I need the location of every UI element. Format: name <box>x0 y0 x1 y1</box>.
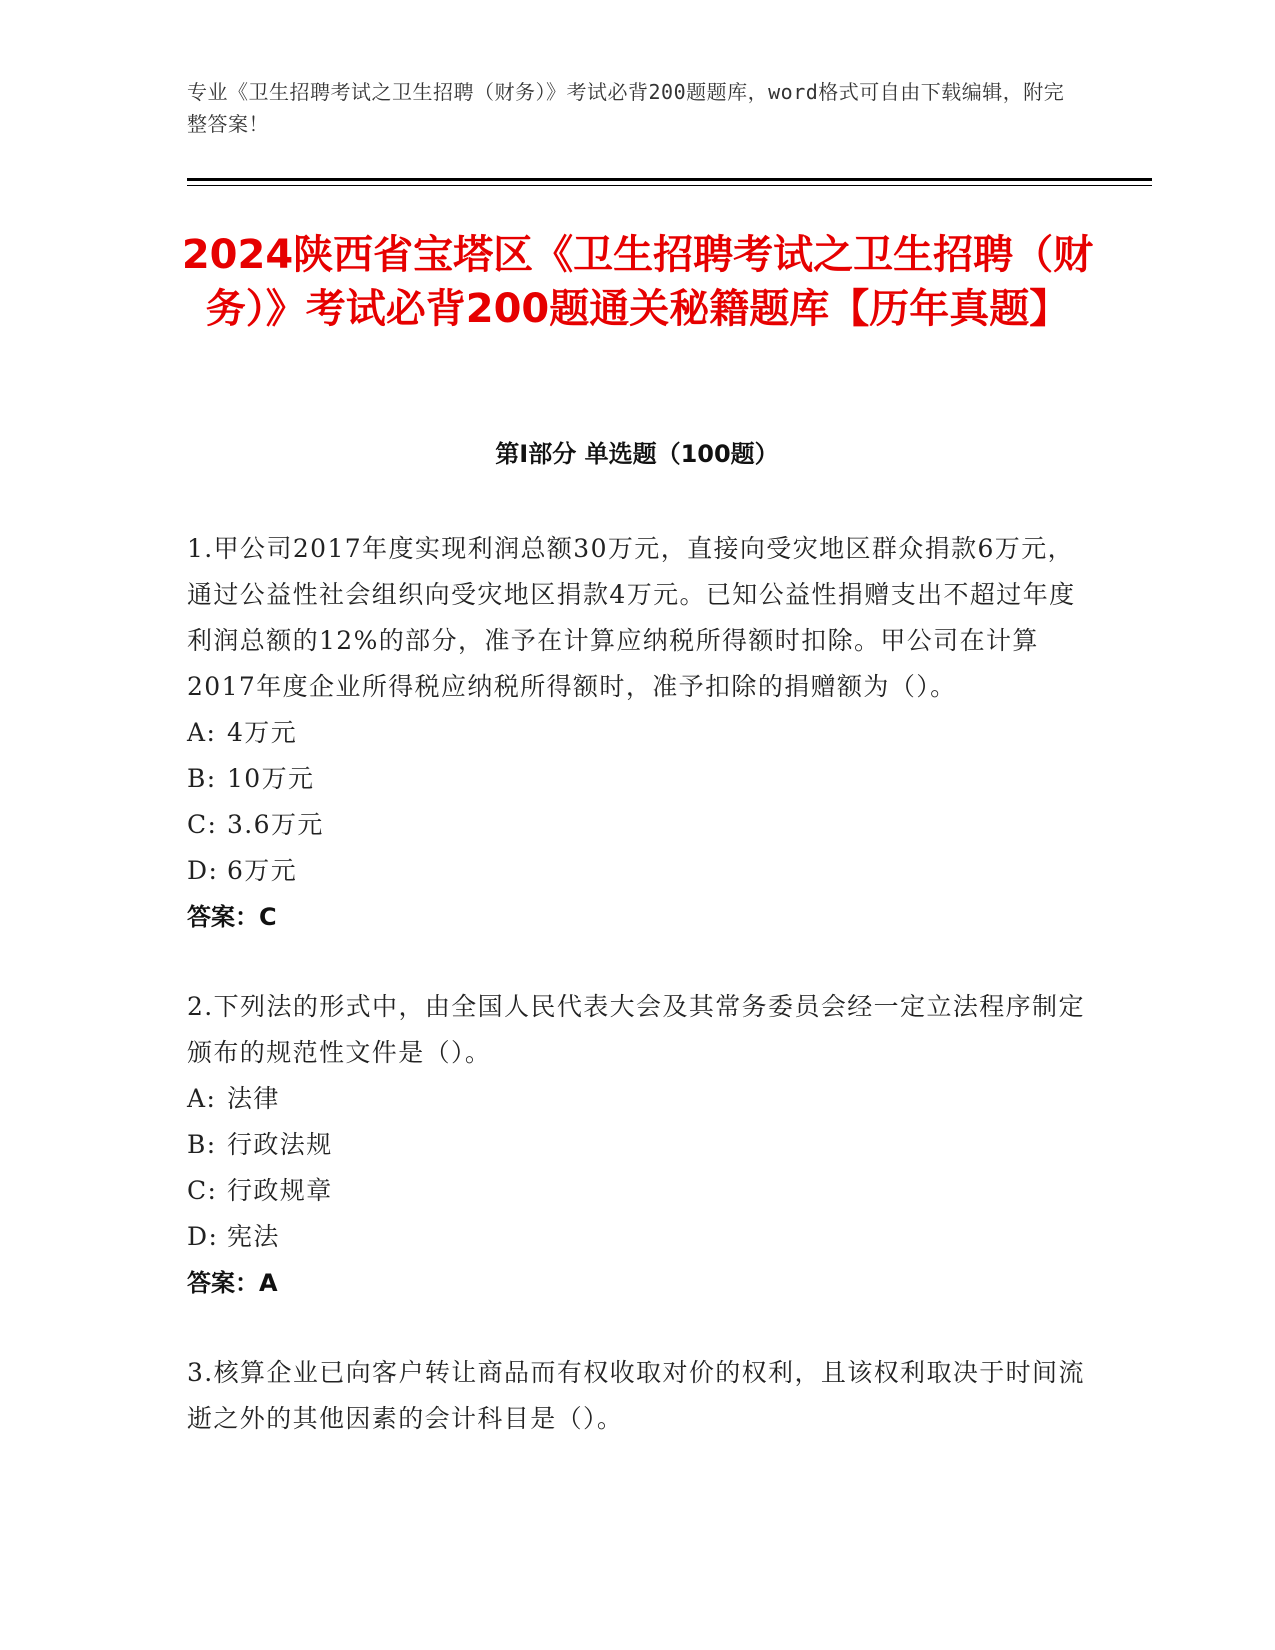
section-heading: 第I部分 单选题（100题） <box>495 440 779 468</box>
option-letter: B: <box>187 764 217 793</box>
question-item-1 <box>187 526 1087 940</box>
option-d <box>187 1214 1087 1260</box>
option-letter: A: <box>187 718 217 747</box>
option-text: 行政规章 <box>227 1176 333 1205</box>
option-letter: C: <box>187 810 218 839</box>
option-letter: D: <box>187 1222 219 1251</box>
document-title: 2024陕西省宝塔区《卫生招聘考试之卫生招聘（财务）》考试必背200题通关秘籍题库【历年真题】 <box>181 232 1094 332</box>
option-text: 3.6万元 <box>227 810 324 839</box>
option-d <box>187 848 1087 894</box>
question-list <box>187 526 1087 1486</box>
option-b <box>187 756 1087 802</box>
header-divider-thick <box>187 178 1152 181</box>
question-item-3 <box>187 1350 1087 1442</box>
option-letter: B: <box>187 1130 217 1159</box>
option-a <box>187 710 1087 756</box>
option-letter: D: <box>187 856 219 885</box>
header-note: 专业《卫生招聘考试之卫生招聘（财务）》考试必背200题题库，word格式可自由下载编辑，附完整答案！ <box>187 80 1065 136</box>
option-text: 4万元 <box>227 718 298 747</box>
option-a <box>187 1076 1087 1122</box>
header-divider-thin <box>187 185 1152 186</box>
option-text: 6万元 <box>227 856 298 885</box>
option-letter: A: <box>187 1084 217 1113</box>
option-text: 法律 <box>227 1084 280 1113</box>
option-letter: C: <box>187 1176 218 1205</box>
question-stem: 1.甲公司2017年度实现利润总额30万元，直接向受灾地区群众捐款6万元，通过公益性社会组织向受灾地区捐款4万元。已知公益性捐赠支出不超过年度利润总额的12%的部分，准予在计算应纳税所得额时扣除。甲公司在计算2017年度企业所得税应纳税所得额时，准予扣除的捐赠额为（）。 <box>187 534 1076 701</box>
answer-line: 答案：C <box>187 903 277 931</box>
option-c <box>187 1168 1087 1214</box>
option-text: 宪法 <box>227 1222 280 1251</box>
answer-line: 答案：A <box>187 1269 278 1297</box>
option-b <box>187 1122 1087 1168</box>
option-text: 10万元 <box>227 764 315 793</box>
question-item-2 <box>187 984 1087 1306</box>
question-stem: 2.下列法的形式中，由全国人民代表大会及其常务委员会经一定立法程序制定颁布的规范性文件是（）。 <box>187 992 1085 1067</box>
option-c <box>187 802 1087 848</box>
option-text: 行政法规 <box>227 1130 333 1159</box>
question-stem: 3.核算企业已向客户转让商品而有权收取对价的权利，且该权利取决于时间流逝之外的其他因素的会计科目是（）。 <box>187 1358 1085 1433</box>
